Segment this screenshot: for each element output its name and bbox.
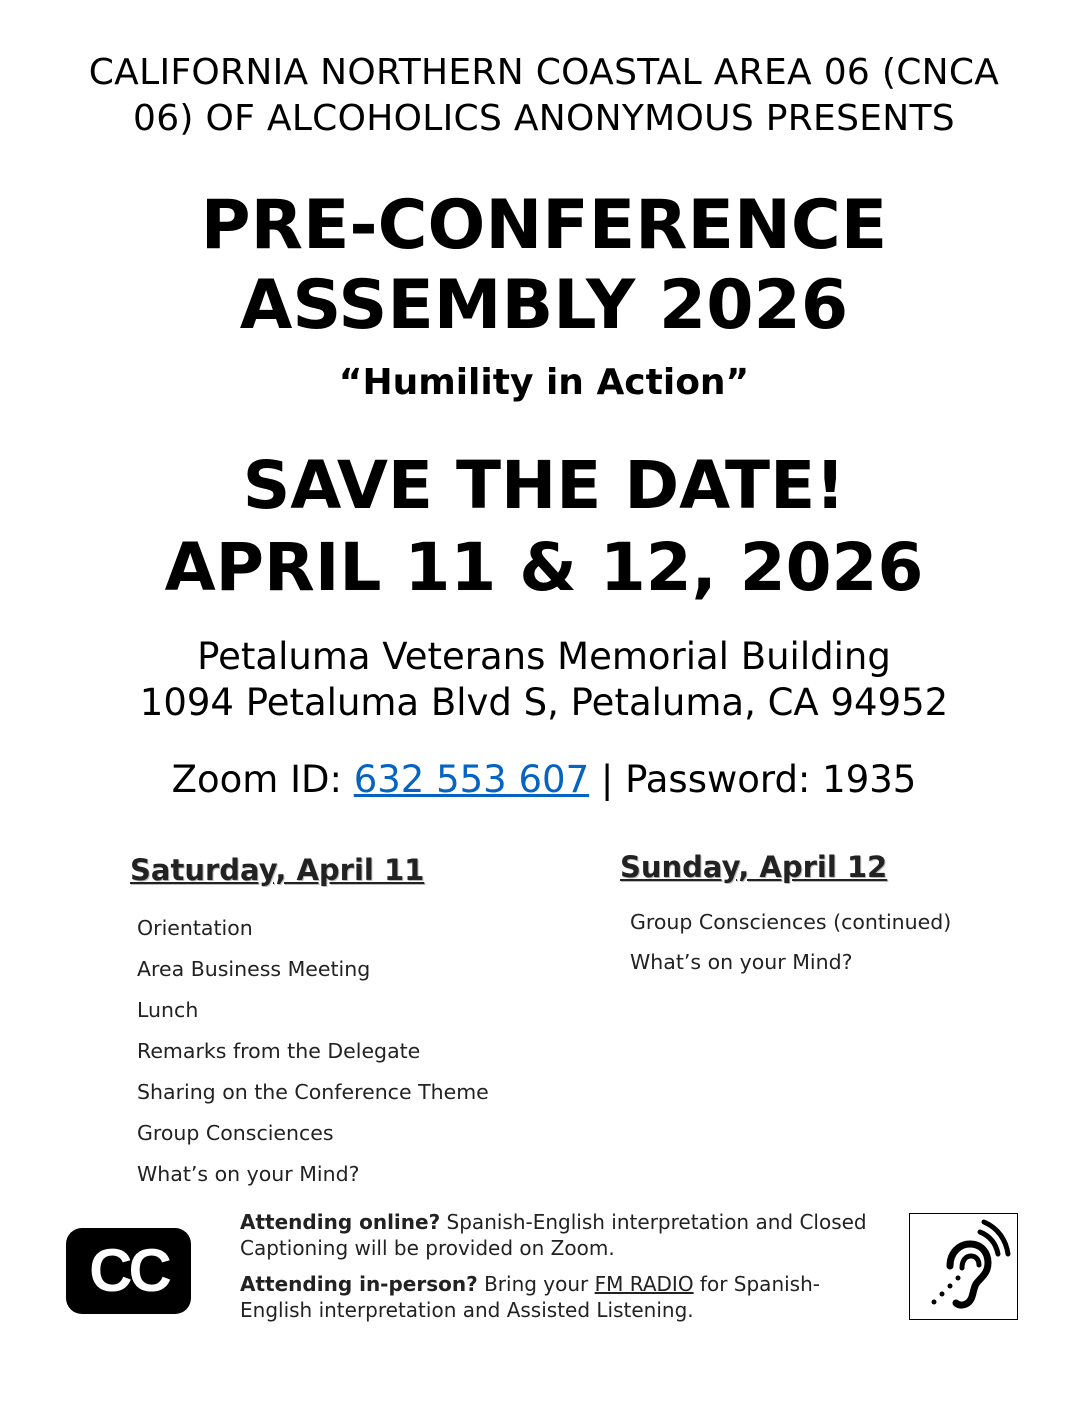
title-line-1: PRE-CONFERENCE [200, 186, 888, 265]
zoom-info [0, 758, 1088, 801]
online-text: Spanish-English interpretation and Closed Captioning will be provided on Zoom. [240, 1210, 867, 1260]
in-person-note [240, 1271, 880, 1323]
list-item: Group Consciences [137, 1121, 334, 1145]
closed-caption-icon [66, 1228, 191, 1314]
zoom-password: 1935 [822, 758, 917, 801]
presenter-line-2: 06) OF ALCOHOLICS ANONYMOUS PRESENTS [133, 98, 955, 139]
zoom-id-link[interactable]: 632 553 607 [353, 758, 590, 801]
sunday-agenda [630, 909, 951, 989]
list-item: Group Consciences (continued) [630, 910, 952, 934]
in-person-label: Attending in-person? [240, 1272, 478, 1296]
venue [0, 634, 1088, 726]
online-note [240, 1209, 880, 1261]
conference-theme: “Humility in Action” [338, 362, 750, 403]
presenter-line-1: CALIFORNIA NORTHERN COASTAL AREA 06 (CNCA [88, 52, 1000, 93]
attendance-info [240, 1209, 880, 1333]
zoom-separator: | [589, 758, 626, 801]
ear-icon [910, 1214, 1016, 1318]
list-item: Orientation [137, 916, 253, 940]
event-dates: APRIL 11 & 12, 2026 [164, 529, 924, 606]
list-item: What’s on your Mind? [630, 950, 853, 974]
in-person-text-1: Bring your [477, 1272, 595, 1296]
page-title [0, 186, 1088, 346]
assisted-listening-ear-icon [909, 1213, 1018, 1320]
list-item: What’s on your Mind? [137, 1162, 360, 1186]
sunday-heading: Sunday, April 12 [620, 850, 888, 884]
list-item: Remarks from the Delegate [137, 1039, 421, 1063]
list-item: Lunch [137, 998, 199, 1022]
venue-address: 1094 Petaluma Blvd S, Petaluma, CA 94952 [139, 681, 949, 724]
fm-radio-text: FM RADIO [594, 1272, 694, 1296]
venue-name: Petaluma Veterans Memorial Building [197, 635, 891, 678]
save-the-date [0, 445, 1088, 609]
online-label: Attending online? [240, 1210, 441, 1234]
saturday-agenda [137, 915, 489, 1202]
zoom-id-label: Zoom ID: [171, 758, 354, 801]
title-line-2: ASSEMBLY 2026 [239, 266, 849, 345]
zoom-password-label: Password: [625, 758, 823, 801]
saturday-heading: Saturday, April 11 [130, 853, 425, 887]
save-the-date-label: SAVE THE DATE! [242, 447, 846, 524]
list-item: Area Business Meeting [137, 957, 371, 981]
closed-caption-icon-text: CC [89, 1237, 168, 1304]
list-item: Sharing on the Conference Theme [137, 1080, 489, 1104]
in-person-text-2: for Spanish-English interpretation and Assisted Listening. [240, 1272, 820, 1322]
presenter-heading [0, 50, 1088, 142]
